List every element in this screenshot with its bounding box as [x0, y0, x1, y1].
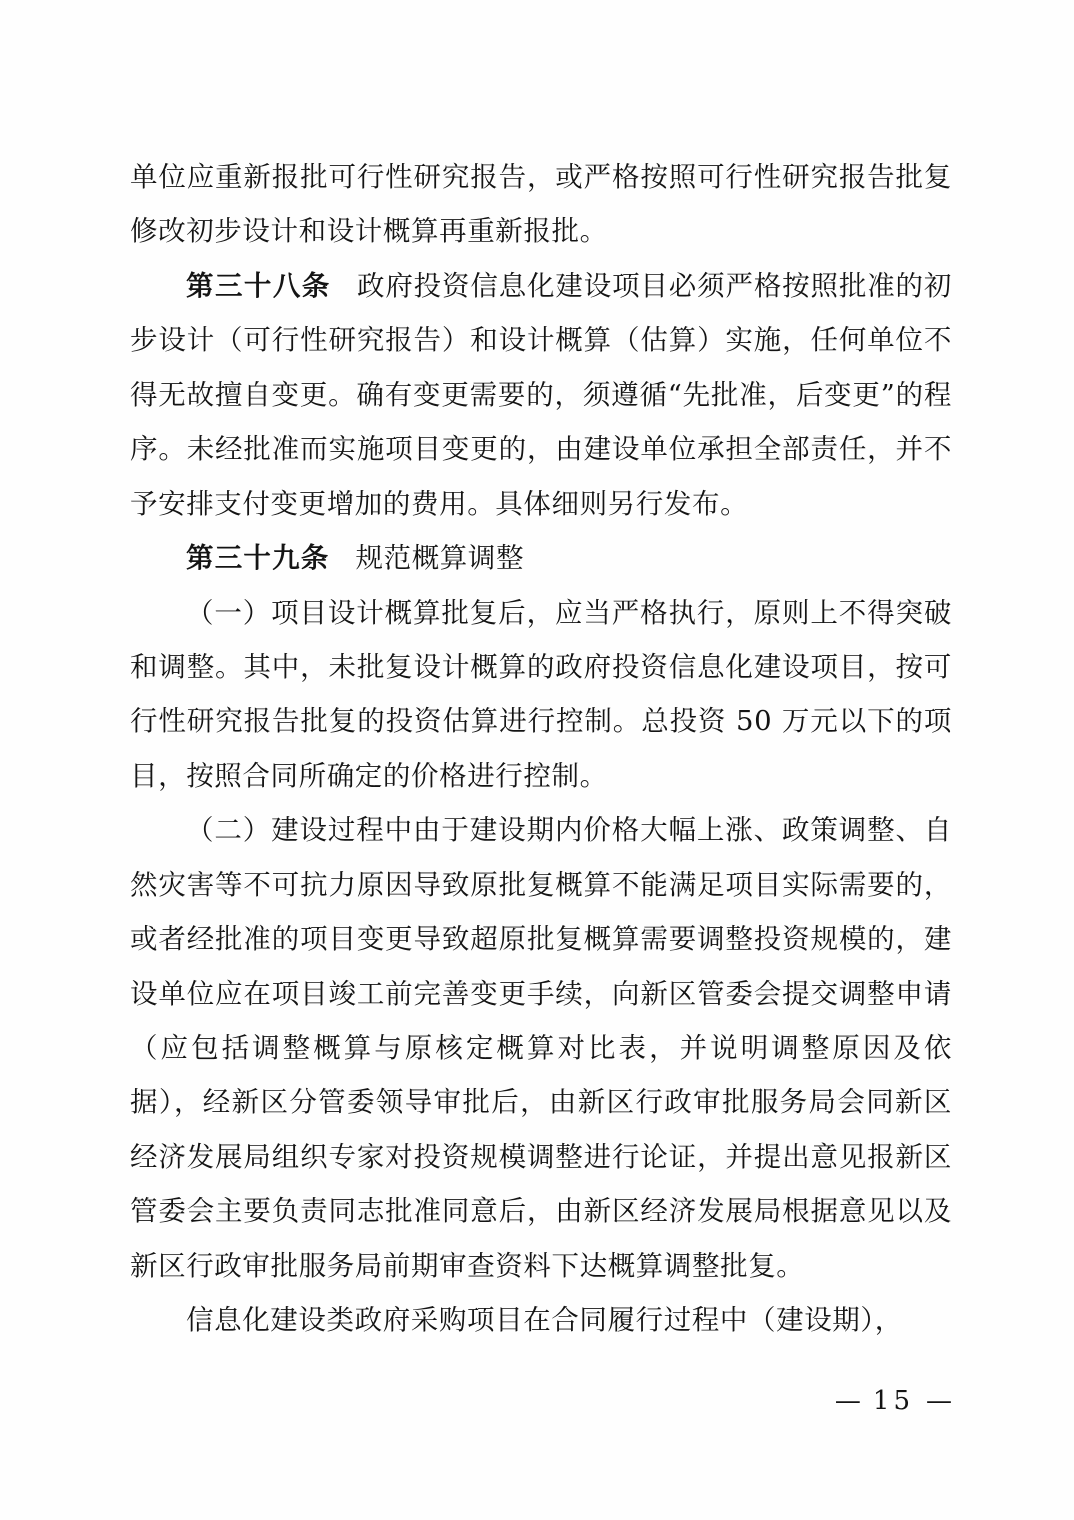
paragraph-text: 政府投资信息化建设项目必须严格按照批准的初步设计（可行性研究报告）和设计概算（估算）实施，任何单位不得无故擅自变更。确有变更需要的，须遵循“先批准，后变更”的程序。未经批准而实施项目变更的，由建设单位承担全部责任，并不予安排支付变更增加的费用。具体细则另行发布。 [130, 269, 952, 520]
paragraph-text: （一）项目设计概算批复后，应当严格执行，原则上不得突破和调整。其中，未批复设计概算的政府投资信息化建设项目，按可行性研究报告批复的投资估算进行控制。总投资 50 万元以下的项目，按照合同所确定的价格进行控制。 [130, 596, 952, 792]
paragraph-text: 信息化建设类政府采购项目在合同履行过程中（建设期）， [186, 1304, 903, 1337]
document-body [130, 150, 952, 1348]
page-footer [0, 1386, 952, 1416]
article-39-paragraph [130, 531, 952, 585]
page-number: 15 [872, 1386, 914, 1416]
article-38-paragraph [130, 259, 952, 531]
paragraph-text: 规范概算调整 [355, 542, 525, 575]
article-38-label: 第三十八条 [186, 269, 331, 302]
closing-paragraph [130, 1293, 952, 1347]
footer-right-dash: — [926, 1386, 952, 1416]
clause-one-paragraph [130, 586, 952, 804]
paragraph-text: 单位应重新报批可行性研究报告，或严格按照可行性研究报告批复修改初步设计和设计概算再重新报批。 [130, 161, 952, 248]
paragraph-text: （二）建设过程中由于建设期内价格大幅上涨、政策调整、自然灾害等不可抗力原因导致原批复概算不能满足项目实际需要的，或者经批准的项目变更导致超原批复概算需要调整投资规模的，建设单位应在项目竣工前完善变更手续，向新区管委会提交调整申请（应包括调整概算与原核定概算对比表，并说明调整原因及依据），经新区分管委领导审批后，由新区行政审批服务局会同新区经济发展局组织专家对投资规模调整进行论证，并提出意见报新区管委会主要负责同志批准同意后，由新区经济发展局根据意见以及新区行政审批服务局前期审查资料下达概算调整批复。 [130, 814, 952, 1282]
clause-two-paragraph [130, 803, 952, 1293]
paragraph-continuation [130, 150, 952, 259]
article-39-label: 第三十九条 [186, 542, 330, 575]
footer-left-dash: — [834, 1386, 861, 1416]
